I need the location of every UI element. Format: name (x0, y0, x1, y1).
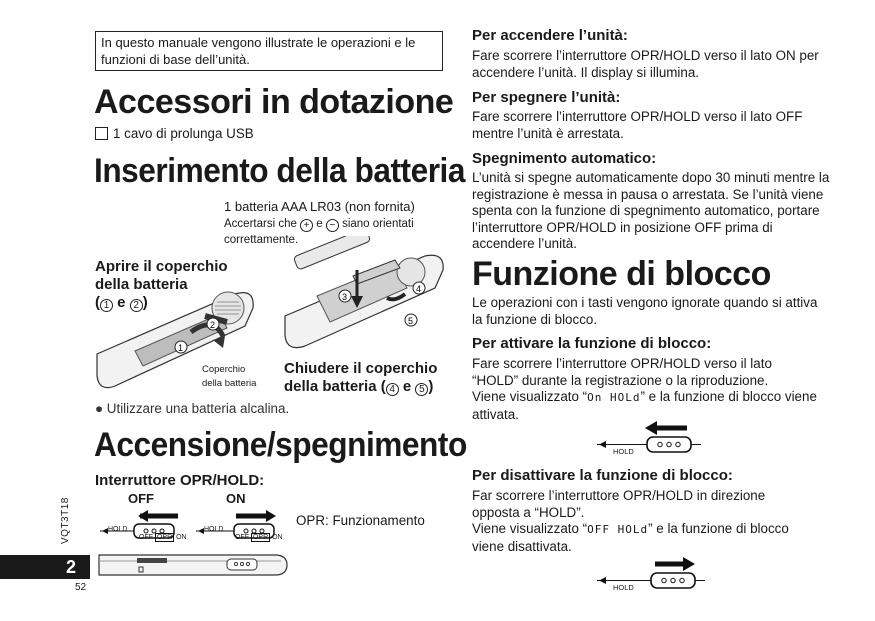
minus-icon: − (326, 219, 339, 232)
intro-note-box (95, 31, 443, 71)
step-2-icon: 2 (130, 299, 143, 312)
battery-label: 1 batteria AAA LR03 (non fornita) (224, 199, 415, 214)
blocco-title: Funzione di blocco (472, 255, 771, 293)
recorder-side-icon (95, 549, 290, 581)
and-word-2: e (402, 378, 412, 395)
paren-open: ( (95, 294, 100, 311)
lock-display-on: On HOLd (587, 391, 641, 404)
battery-check (224, 217, 414, 232)
s4-text-b1: Viene visualizzato “ (472, 389, 588, 404)
open-heading-2: della batteria (95, 276, 188, 293)
switch-off-hold: HOLD (108, 526, 128, 533)
off-label: OFF (128, 491, 154, 506)
s1-text: Fare scorrere l’interruttore OPR/HOLD verso il lato ON per accendere l’unità. Il display si illumina. (472, 48, 819, 80)
s4-text-b (472, 389, 822, 423)
small-on: ON (176, 534, 187, 541)
accessori-title: Accessori in dotazione (94, 83, 454, 121)
recorder-open-icon (285, 236, 443, 348)
on-label: ON (226, 491, 246, 506)
switch-on-hold: HOLD (204, 526, 224, 533)
close-heading-2 (284, 378, 433, 396)
s5-heading: Per disattivare la funzione di blocco: (472, 467, 733, 484)
cover-label-1: Coperchio (202, 364, 246, 375)
s5-text-b1: Viene visualizzato “ (472, 521, 588, 536)
step-1-icon: 1 (100, 299, 113, 312)
s1-heading: Per accendere l’unità: (472, 27, 628, 44)
s5-text-b (472, 521, 822, 555)
hold-label-2: HOLD (613, 583, 634, 592)
small-off-2: OFF (235, 534, 249, 541)
battery-check-c: correttamente. (224, 234, 299, 246)
paren-close-2: ) (428, 378, 434, 395)
small-off: OFF (139, 534, 153, 541)
paren-close: ) (142, 294, 148, 311)
batteria-title: Inserimento della batteria (94, 152, 465, 190)
plus-icon: + (300, 219, 313, 232)
hold-label-1: HOLD (613, 447, 634, 456)
s5-text-a: Far scorrere l’interruttore OPR/HOLD in direzione opposta a “HOLD”. (472, 488, 766, 520)
chapter-number: 2 (66, 557, 77, 577)
s4-text-b2: ” e la funzione di blocco viene attivata. (472, 389, 817, 422)
svg-text:2: 2 (210, 320, 216, 330)
svg-text:5: 5 (408, 316, 414, 326)
switch-on-labels (235, 534, 283, 541)
checkbox-icon (95, 127, 108, 140)
s2-text: Fare scorrere l’interruttore OPR/HOLD verso il lato OFF mentre l’unità è arrestata. (472, 109, 803, 141)
s3-text: L’unità si spegne automaticamente dopo 30 minuti mentre la registrazione è messa in pausa o arrestata. Se l’unità viene spenta con la funzione di spegnimento automatico, portare l’interruttore OPR/HOLD in posizione OFF prima di accendere l’unità. (472, 170, 830, 251)
battery-check-text-b: siano orientati (342, 218, 414, 230)
svg-text:4: 4 (416, 284, 422, 294)
vertical-code: VQT3T18 (60, 497, 71, 544)
step-5-icon: 5 (415, 383, 428, 396)
s2-heading: Per spegnere l’unità: (472, 89, 621, 106)
s5-text-b2: ” e la funzione di blocco viene disattivata. (472, 521, 789, 554)
lock-display-off: OFF HOLd (587, 523, 649, 536)
switch-off-labels (139, 534, 187, 541)
switch-heading: Interruttore OPR/HOLD: (95, 472, 265, 489)
and-word: e (117, 294, 126, 311)
close-heading-1: Chiudere il coperchio (284, 360, 438, 377)
s3-heading: Spegnimento automatico: (472, 150, 657, 167)
small-opr-2: OPR (252, 534, 269, 541)
battery-check-text-a: Accertarsi che (224, 218, 297, 230)
chapter-tab (0, 555, 90, 579)
s4-heading: Per attivare la funzione di blocco: (472, 335, 712, 352)
alkaline-note: ● Utilizzare una batteria alcalina. (95, 401, 290, 416)
accessori-item (95, 126, 254, 143)
small-on-2: ON (272, 534, 283, 541)
blocco-intro: Le operazioni con i tasti vengono ignorate quando si attiva la funzione di blocco. (472, 295, 818, 327)
power-title: Accensione/spegnimento (94, 426, 467, 464)
opr-text: OPR: Funzionamento (296, 513, 425, 528)
small-opr: OPR (156, 534, 173, 541)
open-heading-1: Aprire il coperchio (95, 258, 228, 275)
accessori-item-label: 1 cavo di prolunga USB (113, 126, 254, 141)
step-4-icon: 4 (386, 383, 399, 396)
page-number: 52 (75, 582, 87, 593)
svg-text:1: 1 (178, 343, 184, 353)
cover-label-2: della batteria (202, 378, 257, 389)
s4-text-a: Fare scorrere l’interruttore OPR/HOLD verso il lato “HOLD” durante la registrazione o la riproduzione. (472, 356, 772, 388)
close-heading-text: della batteria ( (284, 378, 386, 395)
battery-check-and: e (316, 218, 323, 230)
svg-text:3: 3 (342, 292, 348, 302)
intro-note-text: In questo manuale vengono illustrate le operazioni e le funzioni di base dell’unità. (101, 35, 416, 67)
